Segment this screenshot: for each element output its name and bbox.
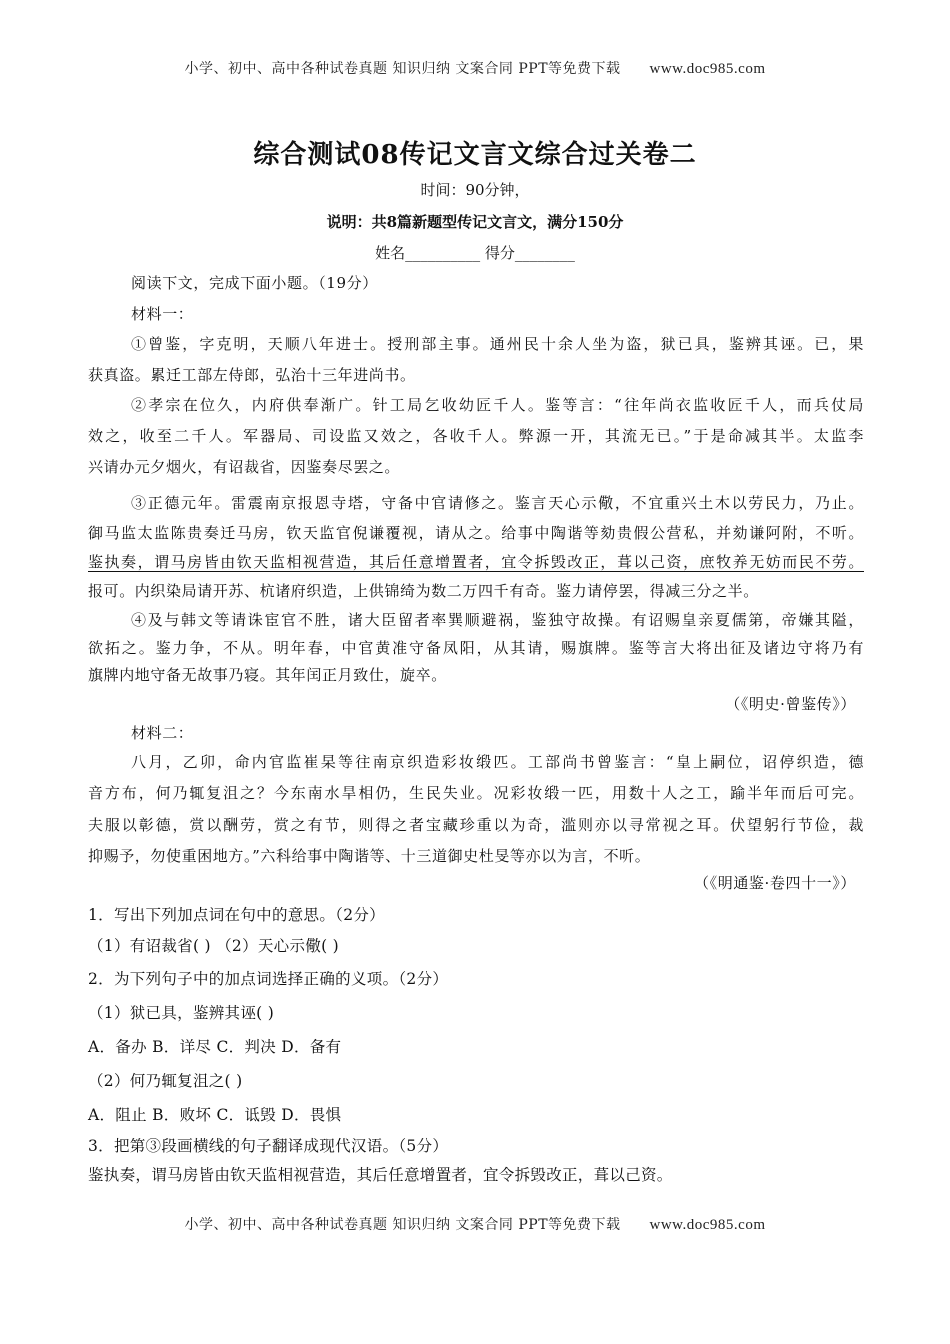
material1-line: 兴请办元夕烟火，有诏裁省，因鉴奏尽罢之。 <box>88 458 401 476</box>
material1-source: （《明史·曾鉴传》） <box>725 695 856 713</box>
material1-line: 效之，收至二千人。军器局、司设监又效之，各收千人。弊源一开，其流无已。”于是命减其半。太监李 <box>88 427 864 445</box>
material2-line: 夫服以彰德，赏以酬劳，赏之有节，则得之者宝藏珍重以为奇，滥则亦以寻常视之耳。伏望躬行节俭，裁 <box>88 816 864 834</box>
question-2: 2．为下列句子中的加点词选择正确的义项。（2分） <box>88 970 449 988</box>
question-1-items: （1）有诏裁省( ) （2）天心示儆( ) <box>88 937 339 955</box>
header-url[interactable]: www.doc985.com <box>649 61 766 77</box>
question-3: 3．把第③段画横线的句子翻译成现代汉语。（5分） <box>88 1137 449 1155</box>
material2-label: 材料二： <box>131 724 194 742</box>
footer-text: 小学、初中、高中各种试卷真题 知识归纳 文案合同 PPT等免费下载 <box>184 1217 621 1233</box>
material1-label: 材料一： <box>131 305 194 323</box>
material2-line: 八月，乙卯，命内官监崔杲等往南京织造彩妆缎匹。工部尚书曾鉴言：“皇上嗣位，诏停织造，德 <box>131 753 864 771</box>
question-3-sentence: 鉴执奏，谓马房皆由钦天监相视营造，其后任意增置者，宜令拆毁改正，葺以己资。 <box>88 1166 673 1184</box>
instruction: 阅读下文，完成下面小题。（19分） <box>131 274 378 292</box>
material1-line: 欲拓之。鉴力争，不从。明年春，中官黄准守备凤阳，从其请，赐旗牌。鉴等言大将出征及诸边守将乃有 <box>88 639 864 657</box>
material2-line: 音方布，何乃辄复沮之？今东南水旱相仍，生民失业。况彩妆缎一匹，用数十人之工，踰半年而后可完。 <box>88 784 864 802</box>
material1-line: ③正德元年。雷震南京报恩寺塔，守备中官请修之。鉴言天心示儆，不宜重兴土木以劳民力，乃止。 <box>131 494 864 512</box>
time-line: 时间：90分钟， <box>420 181 530 199</box>
page-footer <box>0 1214 950 1234</box>
header-text: 小学、初中、高中各种试卷真题 知识归纳 文案合同 PPT等免费下载 <box>184 61 621 77</box>
material1-line: ①曾鉴，字克明，天顺八年进士。授刑部主事。通州民十余人坐为盗，狱已具，鉴辨其诬。已，果 <box>131 335 864 353</box>
material2-line: 抑赐予，勿使重困地方。”六科给事中陶谐等、十三道御史杜旻等亦以为言，不听。 <box>88 847 651 865</box>
material1-line: 御马监太监陈贵奏迁马房，钦天监官倪谦覆视，请从之。给事中陶谐等劾贵假公营私，并劾谦阿附，不听。 <box>88 524 864 542</box>
question-2-2: （2）何乃辄复沮之( ) <box>88 1072 243 1090</box>
question-2-2-options: A．阻止 B．败坏 C．诋毁 D．畏惧 <box>88 1106 342 1124</box>
material1-line: 获真盗。累迁工部左侍郎，弘治十三年进尚书。 <box>88 366 416 384</box>
note-line: 说明：共8篇新题型传记文言文，满分150分 <box>326 213 624 231</box>
material2-source: （《明通鉴·卷四十一》） <box>694 874 856 892</box>
question-2-1: （1）狱已具，鉴辨其诬( ) <box>88 1004 275 1022</box>
page-header <box>0 58 950 78</box>
page-title: 综合测试08传记文言文综合过关卷二 <box>253 140 697 170</box>
question-1: 1．写出下列加点词在句中的意思。（2分） <box>88 906 385 924</box>
material1-line: 报可。内织染局请开苏、杭诸府织造，上供锦绮为数二万四千有奇。鉴力请停罢，得减三分之半。 <box>88 582 759 600</box>
footer-url[interactable]: www.doc985.com <box>649 1217 766 1233</box>
name-score-line: 姓名__________ 得分________ <box>375 244 575 262</box>
material1-line: ④及与韩文等请诛宦官不胜，诸大臣留者率巽顺避祸，鉴独守故操。有诏赐皇亲夏儒第，帝嫌其隘， <box>131 611 864 629</box>
material1-line: ②孝宗在位久，内府供奉渐广。针工局乞收幼匠千人。鉴等言：“往年尚衣监收匠千人，而兵仗局 <box>131 396 864 414</box>
underlined-sentence: 鉴执奏，谓马房皆由钦天监相视营造，其后任意增置者，宜令拆毁改正，葺以己资，庶牧养无妨而民不劳。 <box>88 553 864 571</box>
question-2-1-options: A．备办 B．详尽 C．判决 D．备有 <box>88 1038 342 1056</box>
material1-line: 旗牌内地守备无故事乃寝。其年闰正月致仕，旋卒。 <box>88 666 447 684</box>
